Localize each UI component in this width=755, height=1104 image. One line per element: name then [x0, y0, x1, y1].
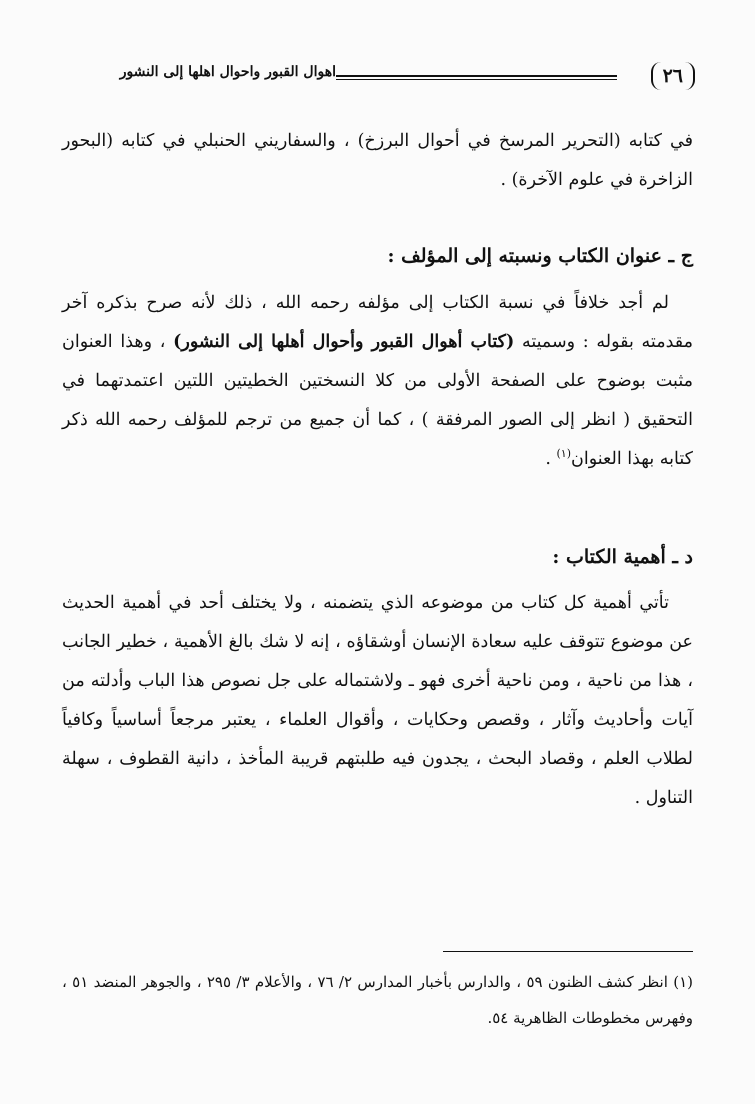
- paragraph-importance: تأتي أهمية كل كتاب من موضوعه الذي يتضمنه ، ولا يختلف أحد في أهمية الحديث عن موضوع تتوقف عليه سعادة الإنسان أوشقاؤه ، إنه لا شك بالغ الأهمية ، خطير الجانب ، هذا من ناحية ، ومن ناحية أخرى فهو ـ ولاشتماله على جل نصوص هذا الباب وأدلته من آيات وأحاديث وآثار ، وقصص وحكايات ، وأقوال العلماء ، يعتبر مرجعاً أساسياً وكافياً لطلاب العلم ، وقصاد البحث ، يجدون فيه طلبتهم قريبة المأخذ ، دانية القطوف ، سهلة التناول .: [62, 593, 693, 808]
- paragraph-text-start: لم أجد خلافاً في نسبة الكتاب إلى مؤلفه رحمه الله ، ذلك لأنه صرح بذكره آخر مقدمته بقوله : وسميته: [62, 293, 693, 352]
- running-header: [58, 60, 695, 92]
- section-heading-title-attribution: ج ـ عنوان الكتاب ونسبته إلى المؤلف :: [387, 245, 693, 267]
- paragraph-title-attribution: [62, 284, 693, 479]
- section-heading-importance: د ـ أهمية الكتاب :: [552, 546, 693, 568]
- paragraph-intro-continued: في كتابه (التحرير المرسخ في أحوال البرزخ) ، والسفاريني الحنبلي في كتابه (البحور الزاخرة في علوم الآخرة) .: [62, 131, 693, 190]
- page-number: ٢٦: [651, 62, 695, 90]
- header-rule: [336, 75, 617, 77]
- paragraph-text-end: .: [545, 449, 557, 469]
- footnote-marker[interactable]: (١): [556, 447, 572, 461]
- footnote-1: (١) انظر كشف الظنون ٥٩ ، والدارس بأخبار المدارس ٢/ ٧٦ ، والأعلام ٣/ ٢٩٥ ، والجوهر المنضد ٥١ ، وفهرس مخطوطات الظاهرية ٥٤.: [62, 973, 693, 1027]
- book-title-bold: (كتاب أهوال القبور وأحوال أهلها إلى النشور): [173, 332, 515, 352]
- footnote-separator: [443, 951, 693, 952]
- running-title: اهوال القبور واحوال اهلها إلى النشور: [119, 64, 336, 80]
- paragraph-text-middle: ، وهذا العنوان مثبت بوضوح على الصفحة الأولى من كلا النسختين الخطيتين اللتين اعتمدتهما في التحقيق ( انظر إلى الصور المرفقة ) ، كما أن جميع من ترجم للمؤلف رحمه الله ذكر كتابه بهذا العنوان: [62, 332, 693, 469]
